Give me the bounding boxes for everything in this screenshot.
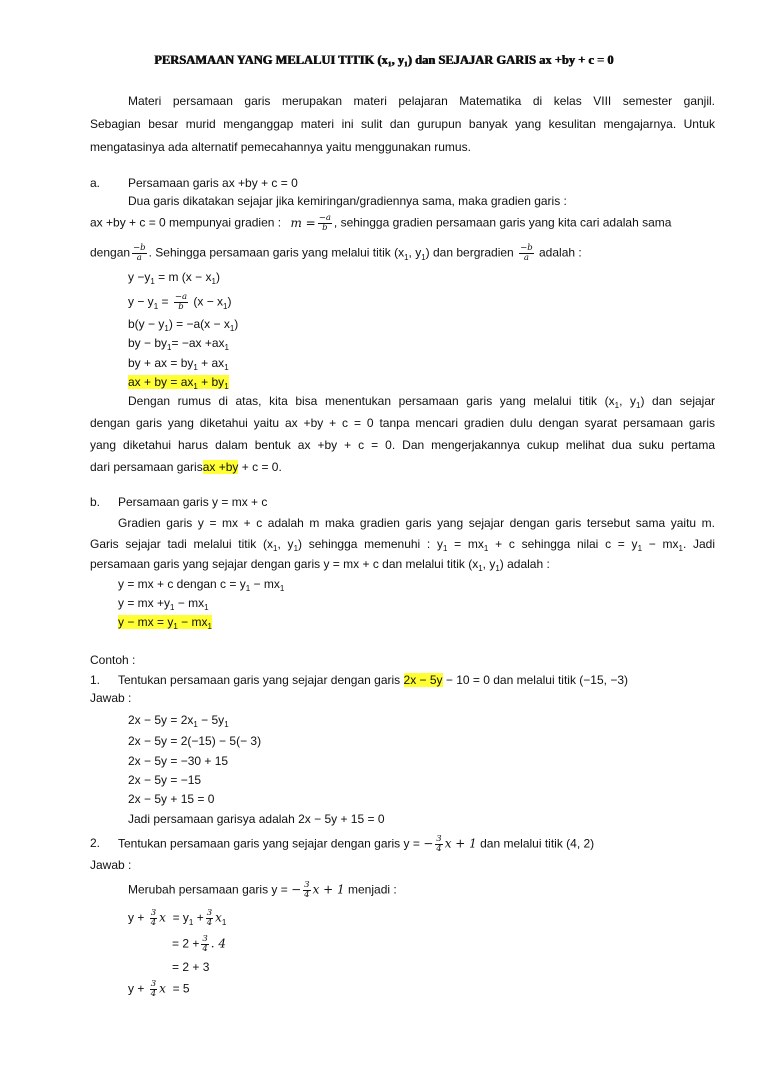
example-1-conclusion: Jadi persamaan garisya adalah 2x − 5y + 15 = 0 [128, 812, 385, 826]
example-2-step-2: y + $\frac{3}{4}$ $x = y_1$ + $\frac{3}{4}$ $x_1$ [128, 908, 227, 928]
fraction-minus-a-over-b: $\frac{-a}{b}$ [318, 213, 331, 233]
step-b-2: y = mx $+y_1 - mx_1$ [118, 596, 209, 612]
example-2-step-1: Merubah persamaan garis y = − $\frac{3}{4}$ x + 1 menjadi : [128, 880, 397, 900]
step-a-4: by − $by_1= -ax +ax_1$ [128, 336, 229, 352]
fraction-3-over-4-e: $\frac{3}{4}$ [202, 934, 208, 954]
example-1-step-5: 2x − 5y + 15 = 0 [128, 792, 215, 806]
section-a-para-4: dari persamaan garisax +by + c = 0. [90, 460, 282, 474]
fraction-minus-a-over-b-2: $\frac{-a}{b}$ [174, 292, 188, 312]
intro-line-3: mengatasinya ada alternatif pemecahannya yaitu menggunakan rumus. [90, 140, 471, 154]
section-a-line-3: dengan $\frac{-b}{a}$ . Sehingga persamaan garis yang melalui titik ($x_1$, $y_1$) dan bergradien $\frac{-b}{a}$ adalah : [90, 243, 582, 263]
section-a-label: a. [90, 176, 101, 190]
intro-line-2: Sebagian besar murid menganggap materi ini sulit dan gurupun banyak yang kesulitan mengajarnya. Untuk [90, 117, 715, 131]
example-2-question: Tentukan persamaan garis yang sejajar dengan garis y = − $\frac{3}{4}$ x + 1 dan melalui titik (4, 2) [118, 834, 595, 854]
section-a-line-1: Dua garis dikatakan sejajar jika kemiringan/gradiennya sama, maka gradien garis : [128, 194, 567, 208]
example-2-step-5: y + $\frac{3}{4}$ x = 5 [128, 979, 190, 999]
section-b-heading: Persamaan garis y = mx + c [118, 495, 268, 509]
step-a-6-highlighted: ax + by = $ax_1 + by_1$ [128, 375, 229, 391]
fraction-minus-b-over-a: $\frac{-b}{a}$ [133, 243, 146, 263]
section-a-heading: Persamaan garis ax +by + c = 0 [128, 176, 298, 190]
example-2-number: 2. [90, 836, 101, 850]
fraction-minus-b-over-a-2: $\frac{-b}{a}$ [520, 243, 533, 263]
example-2-step-4: = 2 + 3 [172, 960, 210, 974]
section-a-para-2: dengan garis yang diketahui yaitu ax +by + c = 0 tanpa mencari gradien dulu dengan syarat persamaan garis [90, 416, 715, 430]
step-a-3: $b(y - y_1) = -a(x - x_1)$ [128, 317, 239, 333]
section-b-line-3: persamaan garis yang sejajar dengan garis y = mx + c dan melalui titik ($x_1$, $y_1$) adalah : [90, 557, 550, 573]
step-a-1: $y -y_1 = m$ $(x - x_1)$ [128, 270, 220, 286]
example-2-step-3: = 2 + $\frac{3}{4}$ . 4 [172, 934, 227, 954]
section-b-label: b. [90, 495, 101, 509]
section-a-para-3: yang diketahui harus dalam bentuk ax +by + c = 0. Dan mengerjakannya cukup melihat dua suku pertama [90, 438, 715, 452]
section-b-line-2: Garis sejajar tadi melalui titik ($x_1$, $y_1$) sehingga memenuhi : $y_1 = mx_1 + c$ sehingga nilai $c = y_1 - mx_1$. Jadi [90, 537, 716, 553]
step-b-1: y = mx + c dengan $c = y_1 - mx_1$ [118, 577, 285, 593]
example-1-question: Tentukan persamaan garis yang sejajar dengan garis 2x − 5y − 10 = 0 dan melalui titik (−15, −3) [118, 673, 628, 687]
document-title: PERSAMAAN YANG MELALUI TITIK (x₁, y₁) dan SEJAJAR GARIS ax +by + c = 0 [154, 53, 614, 67]
examples-heading: Contoh : [90, 653, 136, 667]
step-b-3-highlighted: y − mx = $y_1 - mx_1$ [118, 615, 212, 631]
intro-line-1: Materi persamaan garis merupakan materi pelajaran Matematika di kelas VIII semester ganjil. [128, 94, 715, 108]
example-1-answer-label: Jawab : [90, 691, 132, 705]
example-1-step-1: $2x - 5y = 2x_1 - 5y_1$ [128, 713, 229, 729]
section-b-line-1: Gradien garis y = mx + c adalah m maka gradien garis yang sejajar dengan garis tersebut sama yaitu m. [118, 516, 715, 530]
step-a-2: $y - y_1$ = $\frac{-a}{b}$ $(x - x_1)$ [128, 292, 232, 312]
section-a-line-2: ax +by + c = 0 mempunyai gradien : m = $\frac{-a}{b}$ , sehingga gradien persamaan garis yang kita cari adalah sama [90, 213, 672, 233]
step-a-5: by + ax = $by_1 + ax_1$ [128, 356, 229, 372]
fraction-3-over-4-f: $\frac{3}{4}$ [150, 979, 157, 999]
example-1-number: 1. [90, 673, 101, 687]
example-1-step-4: 2x − 5y = −15 [128, 773, 202, 787]
example-1-step-2: 2x − 5y = 2(−15) − 5(− 3) [128, 734, 262, 748]
fraction-3-over-4: $\frac{3}{4}$ [436, 834, 442, 854]
section-a-para-1: Dengan rumus di atas, kita bisa menentukan persamaan garis yang melalui titik ($x_1$, $y_1$) dan sejajar [128, 394, 715, 410]
example-2-answer-label: Jawab : [90, 858, 132, 872]
fraction-3-over-4-c: $\frac{3}{4}$ [150, 908, 157, 928]
example-1-step-3: 2x − 5y = −30 + 15 [128, 754, 229, 768]
fraction-3-over-4-d: $\frac{3}{4}$ [206, 908, 213, 928]
fraction-3-over-4-b: $\frac{3}{4}$ [304, 880, 310, 900]
